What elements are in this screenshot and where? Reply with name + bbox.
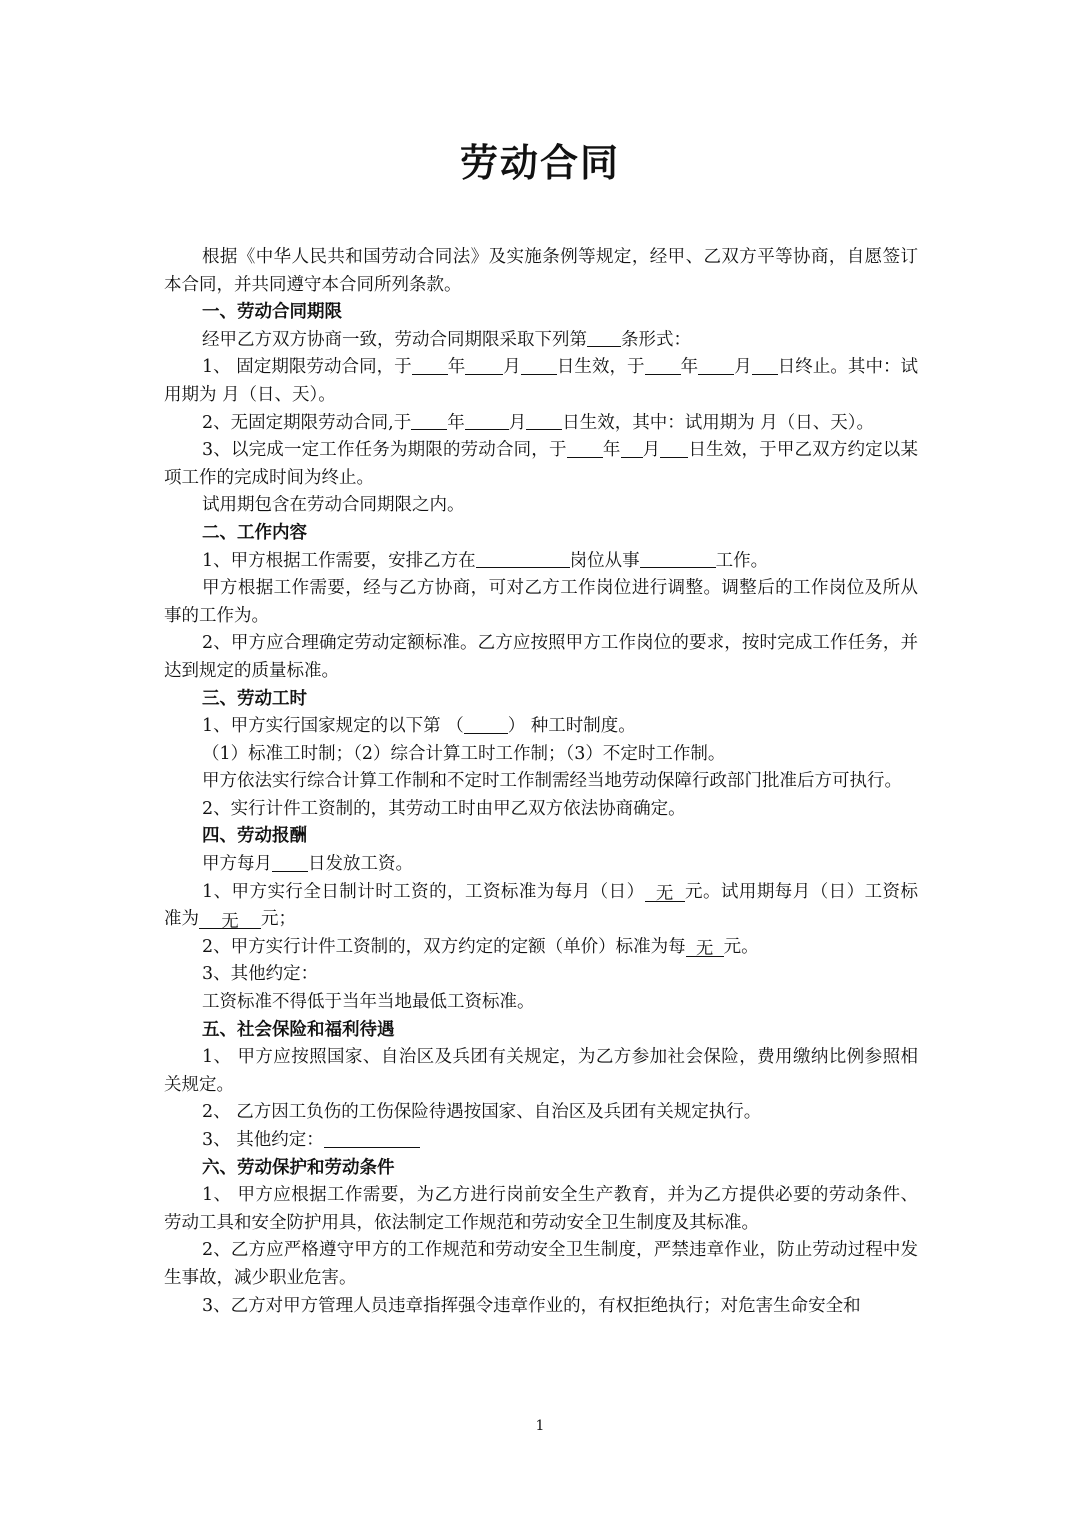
paragraph: 3、乙方对甲方管理人员违章指挥强令违章作业的，有权拒绝执行；对危害生命安全和 xyxy=(202,1295,861,1316)
intro-paragraph: 根据《中华人民共和国劳动合同法》及实施条例等规定，经甲、乙双方平等协商，自愿签订本合同，并共同遵守本合同所列条款。 xyxy=(164,247,918,295)
filled-underline: 无 xyxy=(199,909,261,929)
blank-underline xyxy=(465,410,509,430)
paragraph: 1、甲方实行国家规定的以下第 （ ） 种工时制度。 xyxy=(164,713,918,741)
blank-underline xyxy=(752,355,778,375)
paragraph: 甲方根据工作需要，经与乙方协商，可对乙方工作岗位进行调整。调整后的工作岗位及所从事的工作为。 xyxy=(164,578,918,626)
blank-underline xyxy=(621,438,643,458)
paragraph: 2、无固定期限劳动合同,于 年 月 日生效，其中：试用期为 月（日、天）。 xyxy=(164,410,918,438)
paragraph: 1、 甲方应按照国家、自治区及兵团有关规定，为乙方参加社会保险，费用缴纳比例参照相关规定。 xyxy=(164,1047,918,1095)
filled-underline: 无 xyxy=(645,881,685,901)
paragraph: 1、 甲方应根据工作需要，为乙方进行岗前安全生产教育，并为乙方提供必要的劳动条件、劳动工具和安全防护用具，依法制定工作规范和劳动安全卫生制度及其标准。 xyxy=(164,1185,918,1233)
paragraph: 2、实行计件工资制的，其劳动工时由甲乙双方依法协商确定。 xyxy=(202,798,686,819)
paragraph: 3、 其他约定： xyxy=(164,1127,918,1155)
blank-underline xyxy=(640,548,716,568)
paragraph: 3、其他约定： xyxy=(202,964,319,985)
section-heading-6: 六、劳动保护和劳动条件 xyxy=(202,1157,395,1178)
blank-underline xyxy=(567,438,603,458)
blank-underline xyxy=(324,1127,420,1147)
blank-underline xyxy=(645,355,681,375)
blank-underline xyxy=(526,410,562,430)
blank-underline xyxy=(476,548,570,568)
paragraph: 1、甲方根据工作需要，安排乙方在 岗位从事 工作。 xyxy=(164,548,918,576)
blank-underline xyxy=(660,438,688,458)
section-heading-3: 三、劳动工时 xyxy=(202,688,307,709)
blank-underline xyxy=(411,410,447,430)
blank-underline xyxy=(465,355,503,375)
paragraph: 1、 固定期限劳动合同，于 年 月 日生效，于 年 月 日终止。其中：试用期为 月（日、天）。 xyxy=(164,354,918,409)
paragraph: 2、 乙方因工负伤的工伤保险待遇按国家、自治区及兵团有关规定执行。 xyxy=(202,1102,762,1123)
paragraph: （1）标准工时制；（2）综合计算工时工作制；（3）不定时工作制。 xyxy=(202,743,726,764)
blank-underline xyxy=(464,713,508,733)
paragraph: 2、甲方实行计件工资制的，双方约定的定额（单价）标准为每 无 元。 xyxy=(202,936,759,960)
section-heading-4: 四、劳动报酬 xyxy=(202,826,307,847)
paragraph: 工资标准不得低于当年当地最低工资标准。 xyxy=(202,992,535,1013)
section-heading-1: 一、劳动合同期限 xyxy=(202,302,342,323)
paragraph: 2、乙方应严格遵守甲方的工作规范和劳动安全卫生制度，严禁违章作业，防止劳动过程中发生事故，减少职业危害。 xyxy=(164,1240,918,1288)
blank-underline xyxy=(587,327,621,347)
paragraph: 1、甲方实行全日制计时工资的，工资标准为每月（日） 无 元。试用期每月（日）工资标准为 无 元； xyxy=(164,881,919,932)
paragraph: 甲方依法实行综合计算工作制和不定时工作制需经当地劳动保障行政部门批准后方可执行。 xyxy=(202,771,902,792)
paragraph: 试用期包含在劳动合同期限之内。 xyxy=(202,495,465,516)
paragraph: 3、以完成一定工作任务为期限的劳动合同，于 年 月 日生效，于甲乙双方约定以某项工作的完成时间为终止。 xyxy=(164,437,918,492)
blank-underline xyxy=(412,355,448,375)
blank-underline xyxy=(272,851,308,871)
paragraph: 甲方每月 日发放工资。 xyxy=(164,851,918,879)
blank-underline xyxy=(521,355,557,375)
section-heading-2: 二、工作内容 xyxy=(202,522,307,543)
paragraph: 2、甲方应合理确定劳动定额标准。乙方应按照甲方工作岗位的要求，按时完成工作任务，并达到规定的质量标准。 xyxy=(164,633,918,681)
filled-underline: 无 xyxy=(686,936,724,956)
document-title: 劳动合同 xyxy=(459,141,620,185)
section-heading-5: 五、社会保险和福利待遇 xyxy=(202,1019,395,1040)
blank-underline xyxy=(698,355,734,375)
page-number: 1 xyxy=(535,1418,545,1434)
document-body xyxy=(164,244,918,1320)
paragraph: 经甲乙方双方协商一致，劳动合同期限采取下列第 条形式： xyxy=(164,327,918,355)
